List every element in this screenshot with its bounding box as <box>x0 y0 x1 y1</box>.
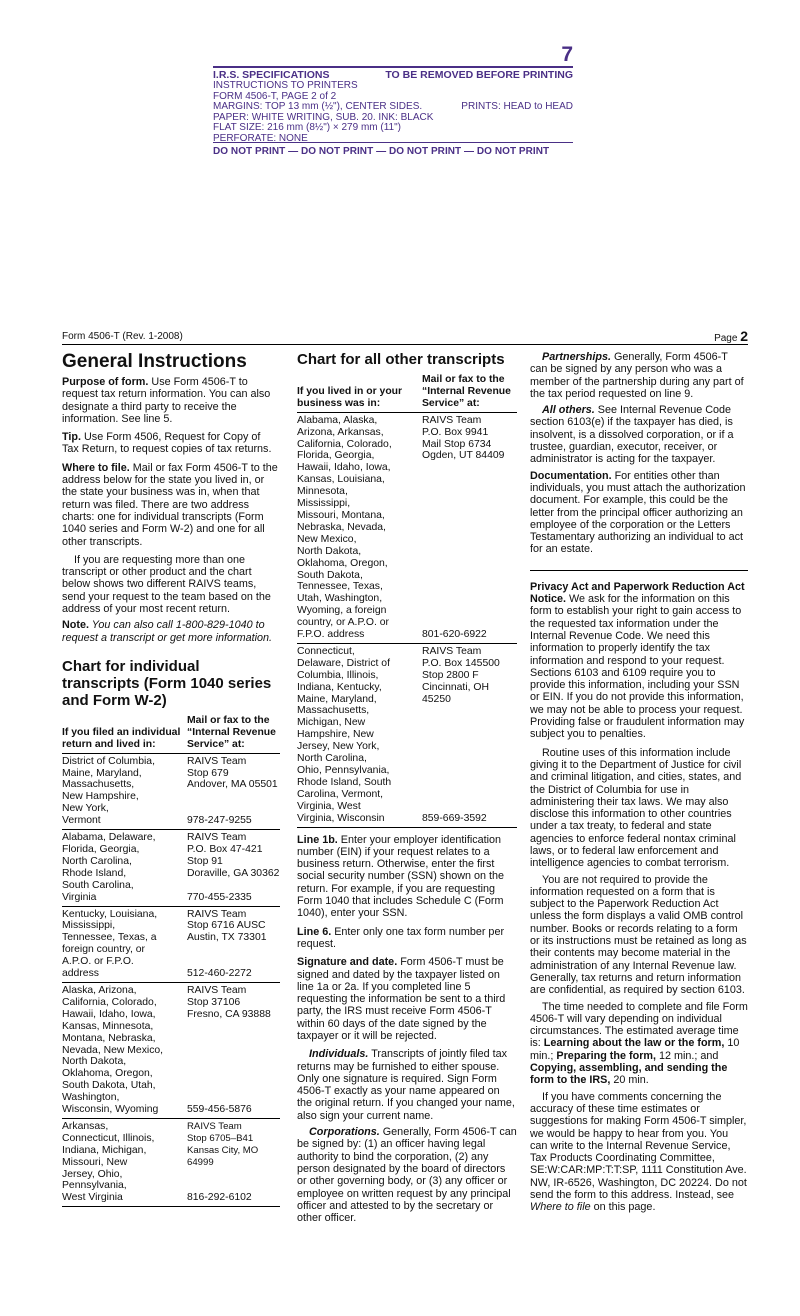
general-instructions-title: General Instructions <box>62 351 247 372</box>
state-line: Ohio, Pennsylvania, <box>297 765 390 776</box>
state-line: Massachusetts, <box>297 705 370 717</box>
address-line: Stop 37106 <box>187 996 241 1008</box>
state-line: Rhode Island, <box>62 867 127 879</box>
address-cell <box>422 643 517 827</box>
state-line: New Hampshire, <box>62 791 139 803</box>
address-line: Stop 679 <box>187 767 229 779</box>
where-to-file-paragraph: Where to file. Mail or fax Form 4506-T to the address below for the state you lived in, or the state your business was in, when that return was filed. There are two address charts: one for individual transcripts (Form 1040 series and Form W-2) and one for all other transcripts. <box>62 461 278 548</box>
address-line: Fresno, CA 93888 <box>187 1008 271 1020</box>
state-line: Columbia, Illinois, <box>297 669 379 681</box>
state-line: Jersey, New York, <box>297 741 380 753</box>
states-cell <box>62 753 187 829</box>
address-line: RAIVS Team <box>422 414 482 426</box>
mailing-address <box>187 832 280 880</box>
address-line: Doraville, GA 30362 <box>187 867 280 879</box>
state-line: California, Colorado, <box>62 996 157 1008</box>
state-line: Virginia <box>62 891 97 903</box>
address-cell <box>187 753 280 829</box>
state-line: Vermont <box>62 815 101 827</box>
address-line: Austin, TX 73301 <box>187 932 267 944</box>
state-line: Hampshire, New <box>297 729 374 741</box>
state-line: Connecticut, Illinois, <box>62 1132 155 1144</box>
other-chart-title: Chart for all other transcripts <box>297 351 505 368</box>
address-line: Kansas City, MO 64999 <box>187 1144 259 1168</box>
table-row <box>62 1118 280 1206</box>
fax-number: 801-620-6922 <box>422 629 487 641</box>
column-header: Mail or fax to the “Internal Revenue Service” at: <box>187 715 280 753</box>
state-line: Montana, Nebraska, <box>62 1032 156 1044</box>
address-line: Mail Stop 6734 <box>422 438 492 450</box>
state-line: Tennessee, Texas, <box>297 581 383 593</box>
state-line: Indiana, Michigan, <box>62 1144 147 1156</box>
table-row <box>297 412 517 643</box>
state-line: West Virginia <box>62 1192 123 1204</box>
address-line: Stop 91 <box>187 855 223 867</box>
states-cell <box>297 412 422 643</box>
table-row <box>297 643 517 827</box>
address-line: RAIVS Team <box>422 645 482 657</box>
mailing-address <box>187 985 280 1021</box>
address-line: RAIVS Team <box>187 755 247 767</box>
spec-page-number: 7 <box>561 43 573 66</box>
states-cell <box>62 906 187 982</box>
column-header: Mail or fax to the “Internal Revenue Service” at: <box>422 374 517 412</box>
state-line: Nevada, New Mexico, <box>62 1044 164 1056</box>
mailing-address <box>187 909 280 945</box>
column-1 <box>62 351 280 1207</box>
state-line: Oklahoma, Oregon, <box>62 1068 153 1080</box>
states-cell <box>297 643 422 827</box>
states-cell <box>62 1118 187 1206</box>
spec-line: FLAT SIZE: 216 mm (8½") × 279 mm (11") <box>213 122 401 133</box>
individual-transcripts-table <box>62 715 280 1207</box>
mailing-address <box>422 415 517 463</box>
state-line: California, Colorado, <box>297 438 392 450</box>
state-line: Missouri, Montana, <box>297 509 385 521</box>
state-line: Tennessee, Texas, a <box>62 932 157 944</box>
state-line: F.P.O. address <box>297 629 365 641</box>
form-id: Form 4506-T (Rev. 1-2008) <box>62 331 183 342</box>
state-line: North Carolina, <box>62 855 132 867</box>
state-line: Virginia, Wisconsin <box>297 812 385 824</box>
address-line: Andover, MA 05501 <box>187 779 278 791</box>
state-line: Florida, Georgia, <box>297 450 375 462</box>
state-line: District of Columbia, <box>62 755 155 767</box>
state-line: Virginia, West <box>297 800 361 812</box>
fax-number: 816-292-6102 <box>187 1192 252 1204</box>
time-estimate-paragraph: The time needed to complete and file Form 4506-T will vary depending on individual circumstances. The estimated average time is: Learning about the law or the form, 10 min.; Preparing the form, 12 min.; and Copying, assembling, and sending the form to the IRS, 20 min. <box>530 1000 748 1087</box>
fax-number: 559-456-5876 <box>187 1104 252 1116</box>
state-line: Alaska, Arizona, <box>62 984 137 996</box>
address-line: Stop 6716 AUSC <box>187 920 266 932</box>
address-cell <box>422 412 517 643</box>
tip-paragraph: Tip. Use Form 4506, Request for Copy of Tax Return, to request copies of tax returns. <box>62 431 272 456</box>
section-divider <box>530 570 748 571</box>
state-line: Hawaii, Idaho, Iowa, <box>297 462 391 474</box>
state-line: Arkansas, <box>62 1120 109 1132</box>
address-line: P.O. Box 9941 <box>422 426 489 438</box>
partnerships-paragraph: Partnerships. Generally, Form 4506-T can be signed by any person who was a member of the partnership during any part of the tax period requested on line 9. <box>530 351 744 400</box>
address-line: Stop 6705–B41 <box>187 1132 254 1144</box>
fax-number: 512-460-2272 <box>187 968 252 980</box>
state-line: Massachusetts, <box>62 779 135 791</box>
state-line: North Carolina, <box>297 753 367 765</box>
state-line: Wyoming, a foreign <box>297 605 387 617</box>
address-line: Ogden, UT 84409 <box>422 450 505 462</box>
state-line: Maine, Maryland, <box>62 767 142 779</box>
states-cell <box>62 982 187 1118</box>
state-line: Oklahoma, Oregon, <box>297 557 388 569</box>
spec-margins-row <box>213 102 573 113</box>
page-number: 2 <box>740 328 748 344</box>
spec-line: PAPER: WHITE WRITING, SUB. 20. INK: BLACK <box>213 111 434 123</box>
state-line: Wisconsin, Wyoming <box>62 1104 159 1116</box>
state-line: Arizona, Arkansas, <box>297 426 384 438</box>
column-3 <box>530 351 748 1218</box>
state-line: Kansas, Minnesota, <box>62 1020 154 1032</box>
column-header: If you filed an individual return and lived in: <box>62 715 187 753</box>
state-line: South Dakota, <box>297 569 363 581</box>
column-header: If you lived in or your business was in: <box>297 374 422 412</box>
state-line: A.P.O. or F.P.O. <box>62 956 134 968</box>
all-others-paragraph: All others. See Internal Revenue Code section 6103(e) if the taxpayer has died, is insolvent, is a dissolved corporation, or if a trustee, guardian, executor, receiver, or administrator is acting for the taxpayer. <box>530 404 734 466</box>
line-6-paragraph: Line 6. Enter only one tax form number per request. <box>297 925 505 950</box>
state-line: Utah, Washington, <box>297 593 383 605</box>
state-line: Carolina, Vermont, <box>297 788 384 800</box>
state-line: Washington, <box>62 1092 120 1104</box>
page-word: Page <box>714 333 738 344</box>
column-2 <box>297 351 517 1228</box>
state-line: Kansas, Louisiana, <box>297 474 385 486</box>
state-line: Alabama, Delaware, <box>62 832 156 844</box>
state-line: Hawaii, Idaho, Iowa, <box>62 1008 156 1020</box>
page-label <box>714 328 748 344</box>
address-cell <box>187 906 280 982</box>
privacy-act-paragraph: Privacy Act and Paperwork Reduction Act Notice. We ask for the information on this form to establish your right to gain access to the requested tax information under the Internal Revenue Code. We need this information to properly identify the tax information and respond to your request. Sections 6103 and 6109 require you to provide this information, including your SSN or EIN. If you do not provide this information, we may not be able to process your request. Providing false or fraudulent information may subject you to penalties. <box>530 580 745 741</box>
address-line: P.O. Box 145500 <box>422 657 500 669</box>
state-line: Kentucky, Louisiana, <box>62 908 158 920</box>
state-line: address <box>62 968 99 980</box>
spec-line: PERFORATE: NONE <box>213 132 308 144</box>
address-cell <box>187 1118 280 1206</box>
state-line: New Mexico, <box>297 533 357 545</box>
state-line: Nebraska, Nevada, <box>297 521 386 533</box>
state-line: foreign country, or <box>62 944 145 956</box>
state-line: Indiana, Kentucky, <box>297 681 382 693</box>
fax-number: 859-669-3592 <box>422 812 487 824</box>
spec-header <box>213 66 573 81</box>
spec-do-not-print: DO NOT PRINT — DO NOT PRINT — DO NOT PRINT — DO NOT PRINT <box>213 142 573 157</box>
fax-number: 978-247-9255 <box>187 815 252 827</box>
signature-paragraph: Signature and date. Form 4506-T must be signed and dated by the taxpayer listed on line 1a or 2a. If you completed line 5 requesting the information be sent to a third party, the IRS must receive Form 4506-T within 60 days of the date signed by the taxpayer or it will be rejected. <box>297 956 506 1042</box>
more-than-one-paragraph: If you are requesting more than one transcript or other product and the chart below shows two different RAIVS teams, send your request to the team based on the address of your most recent return. <box>62 553 271 616</box>
state-line: South Carolina, <box>62 879 134 891</box>
state-line: country, or A.P.O. or <box>297 617 390 629</box>
states-cell <box>62 830 187 906</box>
state-line: Missouri, New <box>62 1156 128 1168</box>
fax-number: 770-455-2335 <box>187 891 252 903</box>
routine-uses-paragraph: Routine uses of this information include giving it to the Department of Justice for civil and criminal litigation, and cities, states, and the District of Columbia for use in administering their tax laws. We may also disclose this information to other countries under a tax treaty, to federal and state agencies to enforce federal nontax criminal laws, or to federal law enforcement and intelligence agencies to combat terrorism. <box>530 746 742 870</box>
line-1b-paragraph: Line 1b. Enter your employer identification number (EIN) if your request relates to a business return. Otherwise, enter the first social security number (SSN) shown on the return. For example, if you are requesting Form 1040 that includes Schedule C (Form 1040), enter your SSN. <box>297 833 505 920</box>
individuals-paragraph: Individuals. Transcripts of jointly filed tax returns may be furnished to either spouse. Only one signature is required. Sign Form 4506-T exactly as your name appeared on the original return. If you changed your name, also sign your current name. <box>297 1048 515 1122</box>
comments-paragraph: If you have comments concerning the accuracy of these time estimates or suggestions for making Form 4506-T simpler, we would be happy to hear from you. You can write to the Internal Revenue Service, Tax Products Coordinating Committee, SE:W:CAR:MP:T:T:SP, 1111 Constitution Ave. NW, IR-6526, Washington, DC 20224. Do not send the form to this address. Instead, see Where to file on this page. <box>530 1090 747 1214</box>
spec-prints: PRINTS: HEAD to HEAD <box>461 101 573 112</box>
mailing-address <box>187 756 280 792</box>
individual-chart-title: Chart for individual transcripts (Form 1040 series and Form W-2) <box>62 657 272 709</box>
purpose-paragraph: Purpose of form. Use Form 4506-T to request tax return information. You can also designate a third party to receive the information. See line 5. <box>62 376 271 425</box>
state-line: Minnesota, <box>297 486 348 498</box>
spec-margins: MARGINS: TOP 13 mm (½"), CENTER SIDES. <box>213 101 423 112</box>
table-row <box>62 830 280 906</box>
state-line: Jersey, Ohio, <box>62 1168 123 1180</box>
state-line: Delaware, District of <box>297 657 390 669</box>
table-row <box>62 982 280 1118</box>
address-line: RAIVS Team <box>187 984 247 996</box>
state-line: Pennsylvania, <box>62 1180 127 1192</box>
spec-line: FORM 4506-T, PAGE 2 of 2 <box>213 90 337 102</box>
other-transcripts-table <box>297 374 517 828</box>
state-line: North Dakota, <box>297 545 362 557</box>
address-line: Cincinnati, OH 45250 <box>422 681 489 705</box>
address-line: P.O. Box 47-421 <box>187 844 263 855</box>
spec-title: I.R.S. SPECIFICATIONS <box>213 69 330 81</box>
table-row <box>62 906 280 982</box>
state-line: Connecticut, <box>297 645 355 657</box>
address-line: Stop 2800 F <box>422 669 479 681</box>
corporations-paragraph: Corporations. Generally, Form 4506-T can be signed by: (1) an officer having legal authority to bind the corporation, (2) any person designated by the board of directors or other governing body, or (3) any officer or employee on written request by any principal officer and attested to by the secretary or other officer. <box>297 1126 517 1225</box>
not-required-paragraph: You are not required to provide the information requested on a form that is subject to the Paperwork Reduction Act unless the form displays a valid OMB control number. Books or records relating to a form or its instructions must be retained as long as their contents may become material in the administration of any Internal Revenue law. Generally, tax returns and return information are confidential, as required by section 6103. <box>530 873 747 997</box>
state-line: Mississippi, <box>297 498 351 510</box>
state-line: Maine, Maryland, <box>297 693 377 705</box>
state-line: Florida, Georgia, <box>62 844 140 855</box>
state-line: Rhode Island, South <box>297 776 392 788</box>
mailing-address <box>187 1121 280 1169</box>
note-paragraph: Note. You can also call 1-800-829-1040 to request a transcript or get more information. <box>62 619 273 644</box>
state-line: Alabama, Alaska, <box>297 414 378 426</box>
address-line: RAIVS Team <box>187 1120 242 1132</box>
mailing-address <box>422 646 517 706</box>
state-line: North Dakota, <box>62 1056 127 1068</box>
address-line: RAIVS Team <box>187 832 247 844</box>
spec-line: INSTRUCTIONS TO PRINTERS <box>213 80 358 91</box>
state-line: New York, <box>62 803 109 815</box>
address-line: RAIVS Team <box>187 908 247 920</box>
table-row <box>62 753 280 829</box>
documentation-paragraph: Documentation. For entities other than individuals, you must attach the authorization document. For example, this could be the letter from the principal officer authorizing an employee of the corporation or the Letters Testamentary authorizing an individual to act for an estate. <box>530 469 746 556</box>
state-line: South Dakota, Utah, <box>62 1080 156 1092</box>
state-line: Michigan, New <box>297 717 366 729</box>
spec-lines <box>213 81 573 144</box>
address-cell <box>187 830 280 906</box>
state-line: Mississippi, <box>62 920 116 932</box>
spec-removal-note: TO BE REMOVED BEFORE PRINTING <box>385 69 573 81</box>
address-cell <box>187 982 280 1118</box>
header-rule <box>62 344 748 345</box>
